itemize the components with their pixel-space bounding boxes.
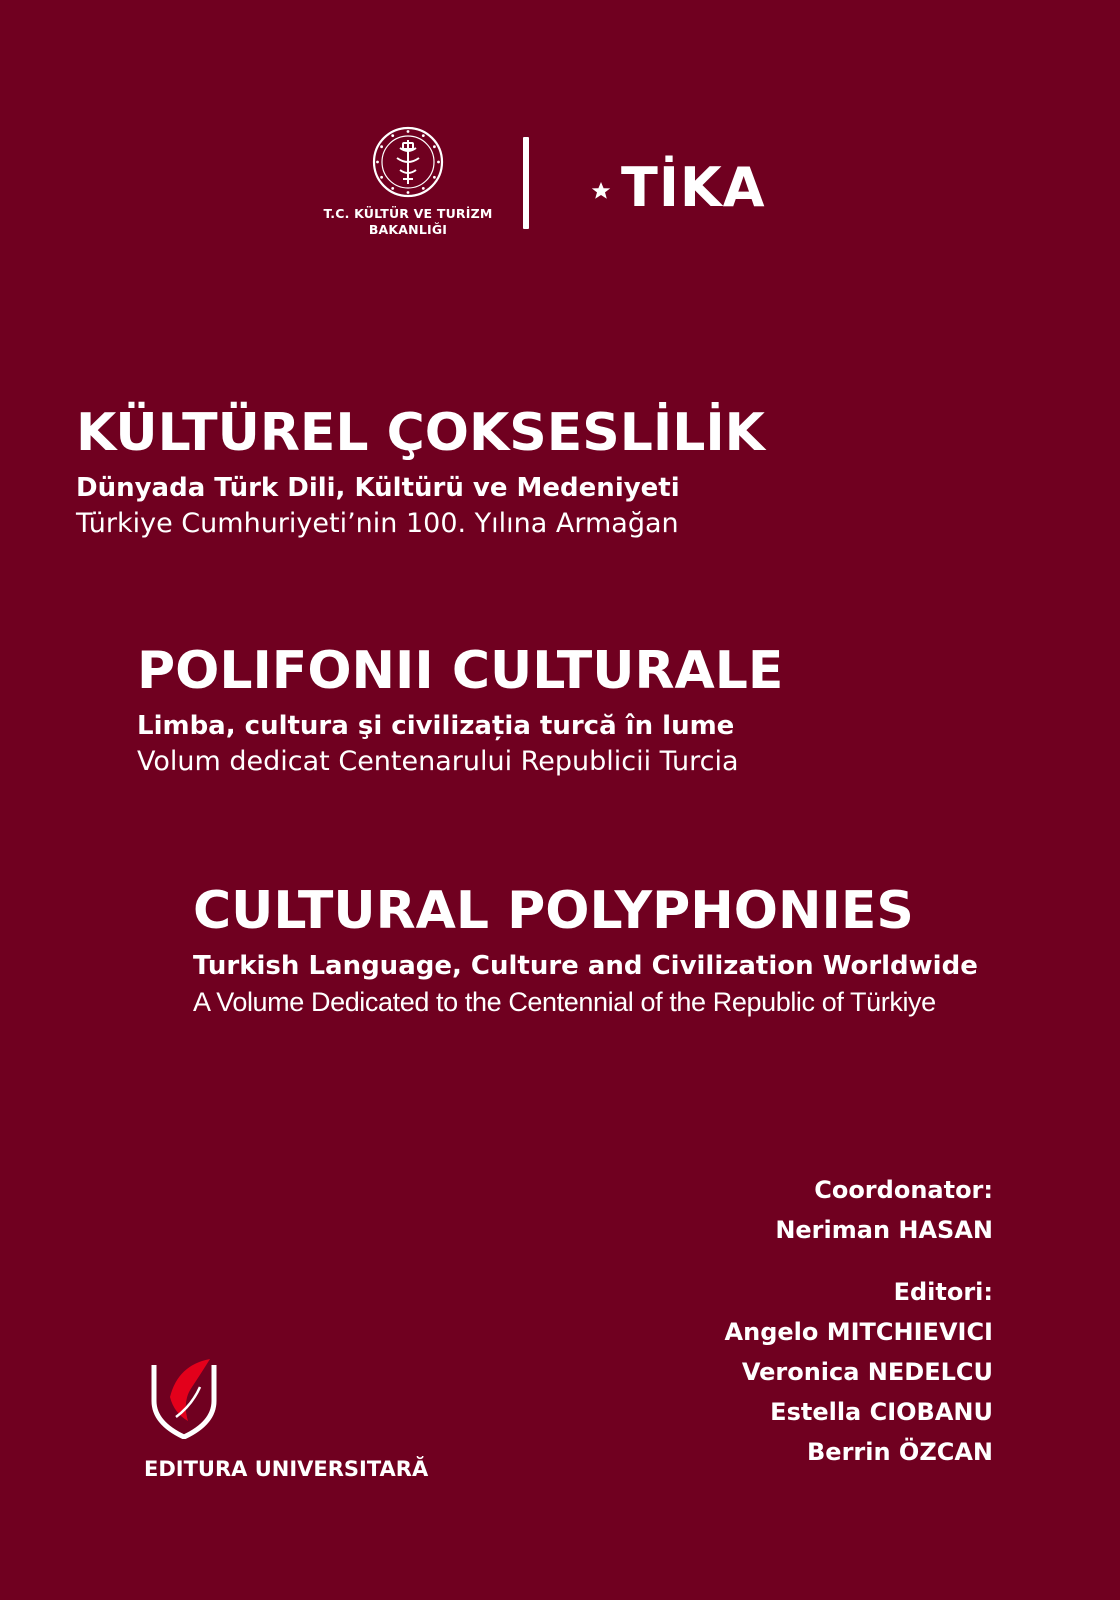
title-turkish: KÜLTÜREL ÇOKSESLİLİK (76, 403, 765, 463)
publisher-name: EDITURA UNIVERSITARĂ (144, 1457, 429, 1481)
ministry-name-line2: BAKANLIĞI (368, 222, 448, 237)
tika-logo (553, 156, 766, 219)
credits-spacer (725, 1250, 993, 1272)
dedication-english: A Volume Dedicated to the Centennial of the Republic of Türkiye (193, 987, 936, 1017)
title-block-turkish (76, 402, 765, 542)
editor-name: Veronica NEDELCU (741, 1358, 993, 1386)
dedication-romanian: Volum dedicat Centenarului Republicii Turcia (137, 746, 739, 777)
coordinator-label: Coordonator: (814, 1176, 993, 1204)
ministry-name-line1: T.C. KÜLTÜR VE TURİZM (323, 206, 493, 221)
publisher-logo (144, 1357, 434, 1483)
title-romanian: POLIFONII CULTURALE (137, 641, 784, 701)
logo-divider (523, 137, 529, 229)
editor-name: Berrin ÖZCAN (807, 1438, 993, 1466)
ministry-seal-icon (372, 126, 444, 198)
publisher-shield-icon (148, 1357, 224, 1439)
title-block-english (193, 880, 978, 1020)
title-block-romanian (137, 640, 783, 780)
subtitle-romanian: Limba, cultura şi civilizația turcă în lume (137, 711, 735, 741)
coordinator-name: Neriman HASAN (775, 1216, 993, 1244)
editor-name: Angelo MITCHIEVICI (724, 1318, 993, 1346)
ministry-logo (318, 126, 498, 238)
dedication-turkish: Türkiye Cumhuriyeti’nin 100. Yılına Armağan (76, 508, 679, 539)
credits (725, 1170, 993, 1472)
crescent-star-icon (553, 160, 619, 216)
title-english: CULTURAL POLYPHONIES (193, 881, 914, 941)
subtitle-english: Turkish Language, Culture and Civilization Worldwide (193, 951, 978, 981)
editors-label: Editori: (893, 1278, 993, 1306)
tika-wordmark: TİKA (621, 156, 766, 219)
editor-name: Estella CIOBANU (770, 1398, 993, 1426)
subtitle-turkish: Dünyada Türk Dili, Kültürü ve Medeniyeti (76, 473, 680, 503)
